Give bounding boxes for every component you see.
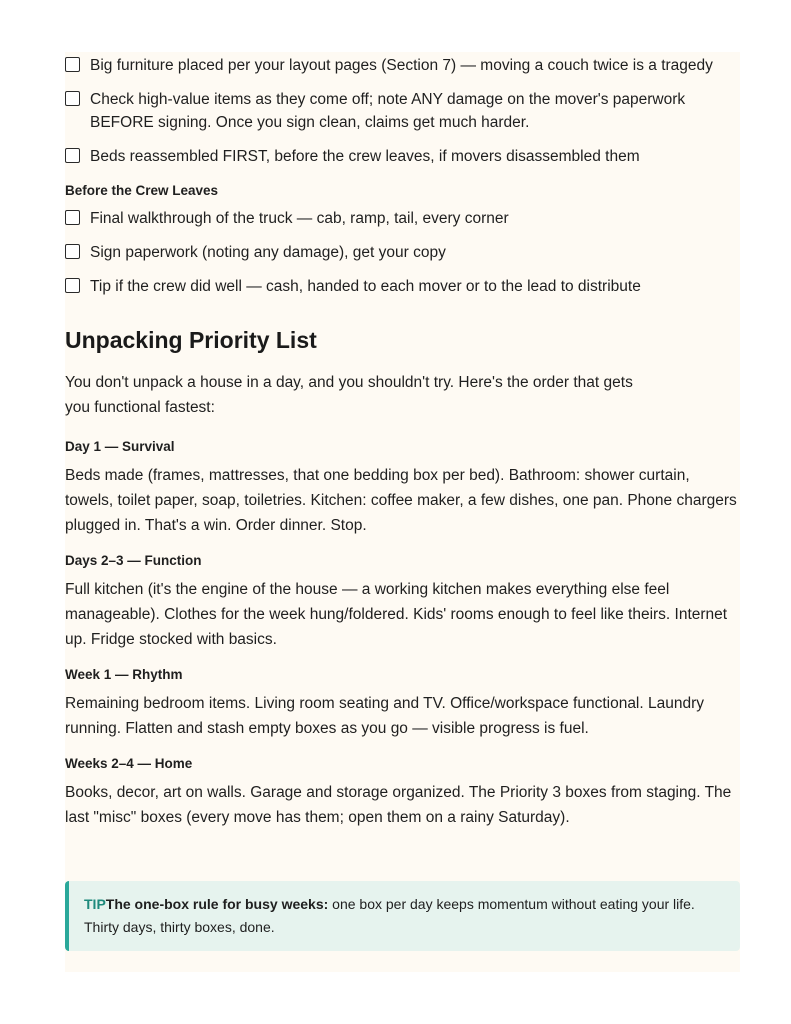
- phase-heading: Days 2–3 — Function: [65, 553, 202, 568]
- phase-text: Books, decor, art on walls. Garage and storage organized. The Priority 3 boxes from staging. The last "misc" boxes (every move has them; open them on a rainy Saturday).: [65, 784, 732, 826]
- document-page: [65, 52, 740, 972]
- checkbox-icon[interactable]: [65, 57, 80, 72]
- checklist-item: [65, 207, 740, 230]
- checklist-item: [65, 88, 740, 134]
- checklist-item-text: Final walkthrough of the truck — cab, ramp, tail, every corner: [90, 210, 509, 227]
- phase-heading: Day 1 — Survival: [65, 439, 175, 454]
- checkbox-icon[interactable]: [65, 278, 80, 293]
- checklist-item-text: Big furniture placed per your layout pages (Section 7) — moving a couch twice is a tragedy: [90, 57, 713, 74]
- checklist-item: [65, 54, 740, 77]
- checkbox-icon[interactable]: [65, 210, 80, 225]
- checklist-item: [65, 275, 740, 298]
- checklist-item-text: Sign paperwork (noting any damage), get your copy: [90, 244, 446, 261]
- phase-text: Remaining bedroom items. Living room seating and TV. Office/workspace functional. Laundry running. Flatten and stash empty boxes as you go — visible progress is fuel.: [65, 695, 705, 737]
- intro-paragraph: You don't unpack a house in a day, and you shouldn't try. Here's the order that gets you functional fastest:: [65, 374, 633, 416]
- page-content: [65, 52, 740, 844]
- checkbox-icon[interactable]: [65, 91, 80, 106]
- checklist-item: [65, 145, 740, 168]
- tip-callout: [65, 881, 740, 951]
- phase-text: Full kitchen (it's the engine of the house — a working kitchen makes everything else feel manageable). Clothes for the week hung/foldered. Kids' rooms enough to feel like theirs. Internet up. Fridge stocked with basics.: [65, 581, 728, 648]
- before-crew-heading: Before the Crew Leaves: [65, 183, 219, 198]
- checklist-item-text: Tip if the crew did well — cash, handed to each mover or to the lead to distribute: [90, 278, 641, 295]
- tip-label: TIP: [84, 896, 106, 912]
- checklist-item-text: Check high-value items as they come off; note ANY damage on the mover's paperwork BEFORE signing. Once you sign clean, claims get much harder.: [90, 91, 686, 131]
- checkbox-icon[interactable]: [65, 244, 80, 259]
- checkbox-icon[interactable]: [65, 148, 80, 163]
- phase-text: Beds made (frames, mattresses, that one bedding box per bed). Bathroom: shower curtain, towels, toilet paper, soap, toiletries. Kitchen: coffee maker, a few dishes, one pan. Phone chargers plugged in. That's a win. Order dinner. Stop.: [65, 467, 737, 534]
- tip-strong-text: The one-box rule for busy weeks:: [105, 896, 329, 912]
- checklist-item: [65, 241, 740, 264]
- section-title: Unpacking Priority List: [65, 327, 317, 353]
- phase-heading: Week 1 — Rhythm: [65, 667, 183, 682]
- phase-heading: Weeks 2–4 — Home: [65, 756, 193, 771]
- tip-text: one box per day keeps momentum without eating your life. Thirty days, thirty boxes, done.: [84, 896, 695, 935]
- checklist-item-text: Beds reassembled FIRST, before the crew leaves, if movers disassembled them: [90, 148, 640, 165]
